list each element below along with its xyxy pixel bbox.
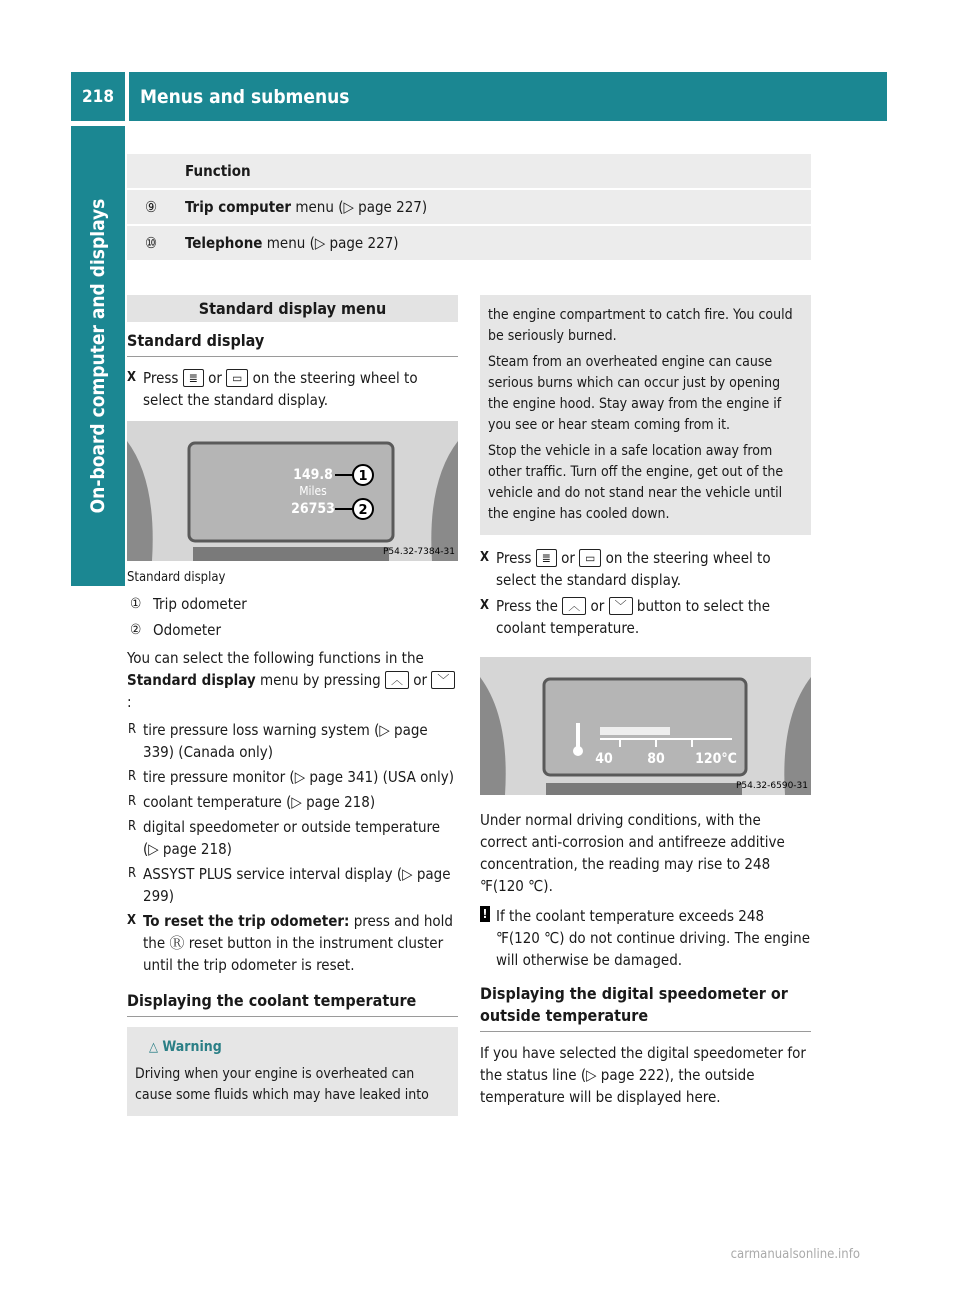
figure-code: P54.32-7384-31	[382, 547, 455, 557]
row-text: menu (▷ page 227)	[291, 198, 428, 216]
subsection-heading: Standard display	[127, 330, 458, 357]
footer-watermark: carmanualsonline.info	[730, 1247, 860, 1262]
warning-box	[127, 1027, 458, 1116]
temp-40: 40	[595, 751, 613, 767]
instruction-step: X Press ≣ or ▭ on the steering wheel to select the standard display.	[127, 367, 458, 411]
warning-box-continued	[480, 295, 811, 535]
paragraph: Under normal driving conditions, with the correct anti-corrosion and antifreeze additive concentration, the reading may rise to 248 ℉(120 ℃).	[480, 811, 785, 895]
paragraph: You can select the following functions in the Standard display menu by pressing ︿ or ﹀:	[127, 647, 458, 713]
legend-item: ② Odometer	[130, 621, 222, 639]
table-header-row	[127, 154, 811, 188]
row-menu-name: Trip computer	[185, 198, 292, 216]
table-row	[127, 190, 811, 224]
instruction-step: X Press the ︿ or ﹀ button to select the coolant temperature.	[480, 595, 811, 639]
figure-code: P54.32-6590-31	[735, 781, 808, 791]
left-column	[127, 295, 458, 1116]
callout-2: 2	[358, 503, 368, 518]
up-button-icon: ︿	[385, 671, 409, 689]
table-header: Function	[185, 162, 251, 180]
right-column	[480, 295, 811, 1114]
down-button-icon: ﹀	[431, 671, 455, 689]
warning-text: Driving when your engine is overheated can cause some fluids which may have leaked into	[135, 1066, 429, 1103]
odometer-unit: Miles	[299, 484, 327, 498]
list-item: R ASSYST PLUS service interval display (▷ page 299)	[127, 863, 458, 907]
back-button-icon: ▭	[226, 369, 248, 387]
warning-title: △ Warning	[149, 1039, 222, 1055]
warning-text: Stop the vehicle in a safe location away from other traffic. Turn off the engine, get out of the vehicle and do not stand near the vehicle until the engine has cooled down.	[488, 443, 784, 522]
warning-triangle-icon: △	[149, 1040, 158, 1055]
trip-odometer-value: 149.8	[293, 467, 333, 483]
row-number: ⑩	[144, 234, 158, 252]
warning-text: Steam from an overheated engine can cause serious burns which can occur just by opening the engine hood. Stay away from the engine if you see or hear steam coming from it.	[488, 354, 782, 433]
note: ! If the coolant temperature exceeds 248 ℉(120 ℃) do not continue driving. The engine will otherwise be damaged.	[480, 905, 811, 971]
table-row	[127, 226, 811, 260]
page-title: Menus and submenus	[140, 85, 350, 108]
side-tab-label: On-board computer and displays	[87, 198, 109, 514]
legend-item: ① Trip odometer	[130, 595, 247, 613]
list-item: R coolant temperature (▷ page 218)	[127, 791, 458, 813]
exclamation-icon: !	[480, 906, 490, 922]
menu-button-icon: ≣	[536, 549, 557, 567]
temp-120: 120°C	[695, 751, 737, 767]
row-number: ⑨	[144, 198, 158, 216]
instruction-step: X To reset the trip odometer: press and hold the Ⓡ reset button in the instrument cluster until the trip odometer is reset.	[127, 910, 458, 976]
down-button-icon: ﹀	[609, 597, 633, 615]
paragraph: If you have selected the digital speedometer for the status line (▷ page 222), the outside temperature will be displayed here.	[480, 1044, 806, 1106]
subsection-heading: Displaying the coolant temperature	[127, 990, 458, 1017]
warning-text: the engine compartment to catch fire. You could be seriously burned.	[488, 307, 793, 344]
figure-caption: Standard display	[127, 570, 226, 585]
row-text: menu (▷ page 227)	[262, 234, 399, 252]
up-button-icon: ︿	[562, 597, 586, 615]
section-heading: Standard display menu	[127, 295, 458, 322]
odometer-value: 26753	[291, 501, 335, 517]
temp-80: 80	[647, 751, 665, 767]
row-menu-name: Telephone	[185, 234, 263, 252]
subsection-heading: Displaying the digital speedometer or outside temperature	[480, 983, 811, 1032]
header-divider	[125, 72, 129, 121]
instruction-step: X Press ≣ or ▭ on the steering wheel to select the standard display.	[480, 547, 811, 591]
menu-button-icon: ≣	[183, 369, 204, 387]
page-number: 218	[82, 86, 114, 107]
list-item: R digital speedometer or outside temperature (▷ page 218)	[127, 816, 458, 860]
list-item: R tire pressure loss warning system (▷ page 339) (Canada only)	[127, 719, 458, 763]
list-item: R tire pressure monitor (▷ page 341) (USA only)	[127, 766, 458, 788]
function-table	[127, 154, 811, 262]
coolant-display-figure	[480, 657, 811, 795]
standard-display-figure	[127, 421, 458, 561]
callout-1: 1	[358, 469, 368, 484]
back-button-icon: ▭	[579, 549, 601, 567]
